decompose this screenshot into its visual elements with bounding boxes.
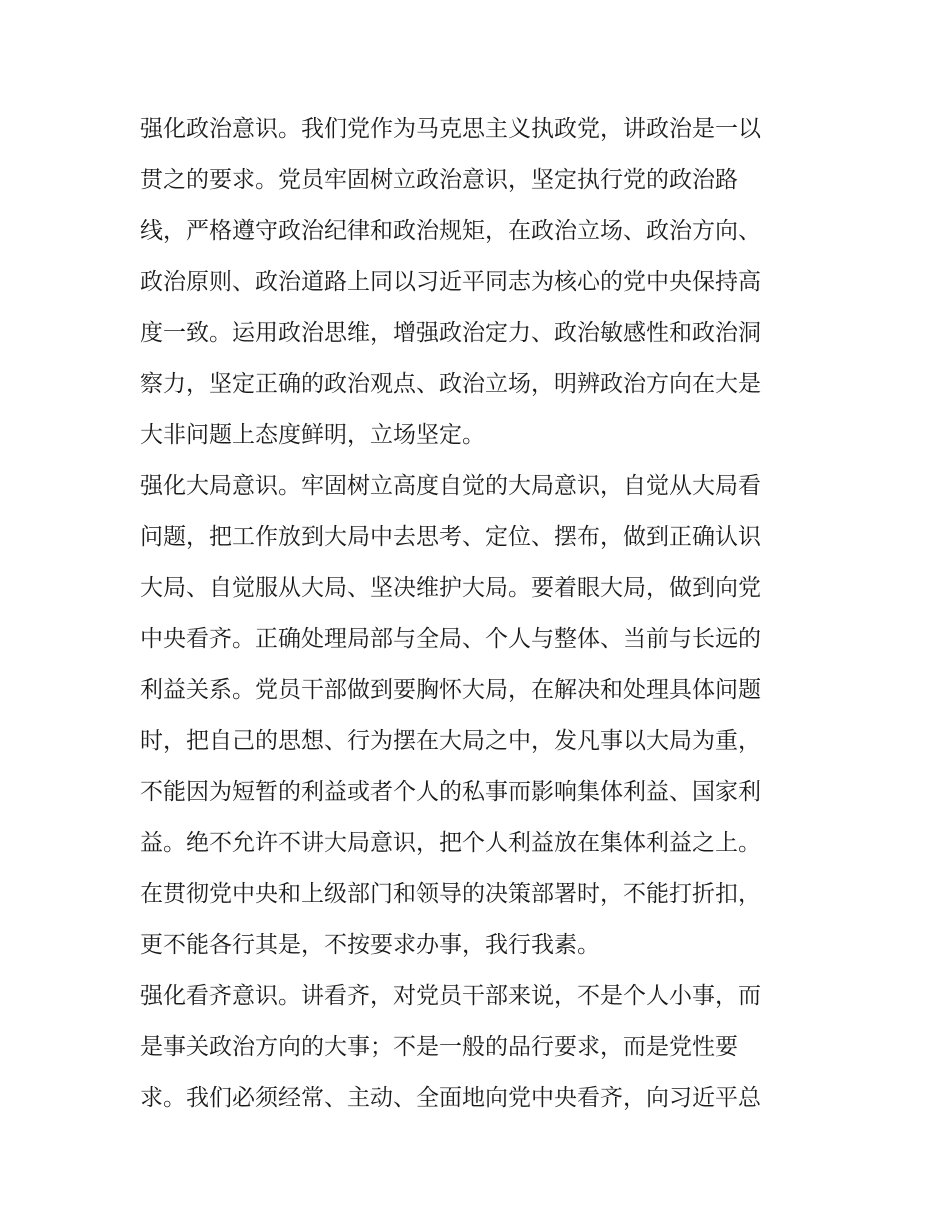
text-line: 求。我们必须经常、主动、全面地向党中央看齐，向习近平总 (140, 1085, 761, 1111)
text-line: 强化政治意识。我们党作为马克思主义执政党，讲政治是一以 (140, 116, 761, 142)
text-line: 察力，坚定正确的政治观点、政治立场，明辨政治方向在大是 (140, 371, 761, 397)
text-line: 问题，把工作放到大局中去思考、定位、摆布，做到正确认识 (140, 524, 761, 550)
text-line: 时，把自己的思想、行为摆在大局之中，发凡事以大局为重， (140, 728, 761, 754)
text-line: 大局、自觉服从大局、坚决维护大局。要着眼大局，做到向党 (140, 575, 761, 601)
text-line: 利益关系。党员干部做到要胸怀大局，在解决和处理具体问题 (140, 677, 761, 703)
text-line: 强化大局意识。牢固树立高度自觉的大局意识，自觉从大局看 (140, 473, 761, 499)
text-line: 强化看齐意识。讲看齐，对党员干部来说，不是个人小事，而 (140, 983, 761, 1009)
text-line: 不能因为短暂的利益或者个人的私事而影响集体利益、国家利 (140, 779, 761, 805)
text-line: 度一致。运用政治思维，增强政治定力、政治敏感性和政治洞 (140, 320, 761, 346)
text-line: 贯之的要求。党员牢固树立政治意识，坚定执行党的政治路 (140, 167, 738, 193)
text-line: 中央看齐。正确处理局部与全局、个人与整体、当前与长远的 (140, 626, 761, 652)
text-line: 益。绝不允许不讲大局意识，把个人利益放在集体利益之上。 (140, 830, 761, 856)
text-line: 是事关政治方向的大事；不是一般的品行要求，而是党性要 (140, 1034, 738, 1060)
text-line: 政治原则、政治道路上同以习近平同志为核心的党中央保持高 (140, 269, 761, 295)
text-line: 线，严格遵守政治纪律和政治规矩，在政治立场、政治方向、 (140, 218, 761, 244)
document-body (140, 104, 820, 1124)
text-line: 在贯彻党中央和上级部门和领导的决策部署时，不能打折扣， (140, 881, 761, 907)
text-line: 大非问题上态度鲜明，立场坚定。 (140, 422, 485, 448)
text-line: 更不能各行其是，不按要求办事，我行我素。 (140, 932, 600, 958)
